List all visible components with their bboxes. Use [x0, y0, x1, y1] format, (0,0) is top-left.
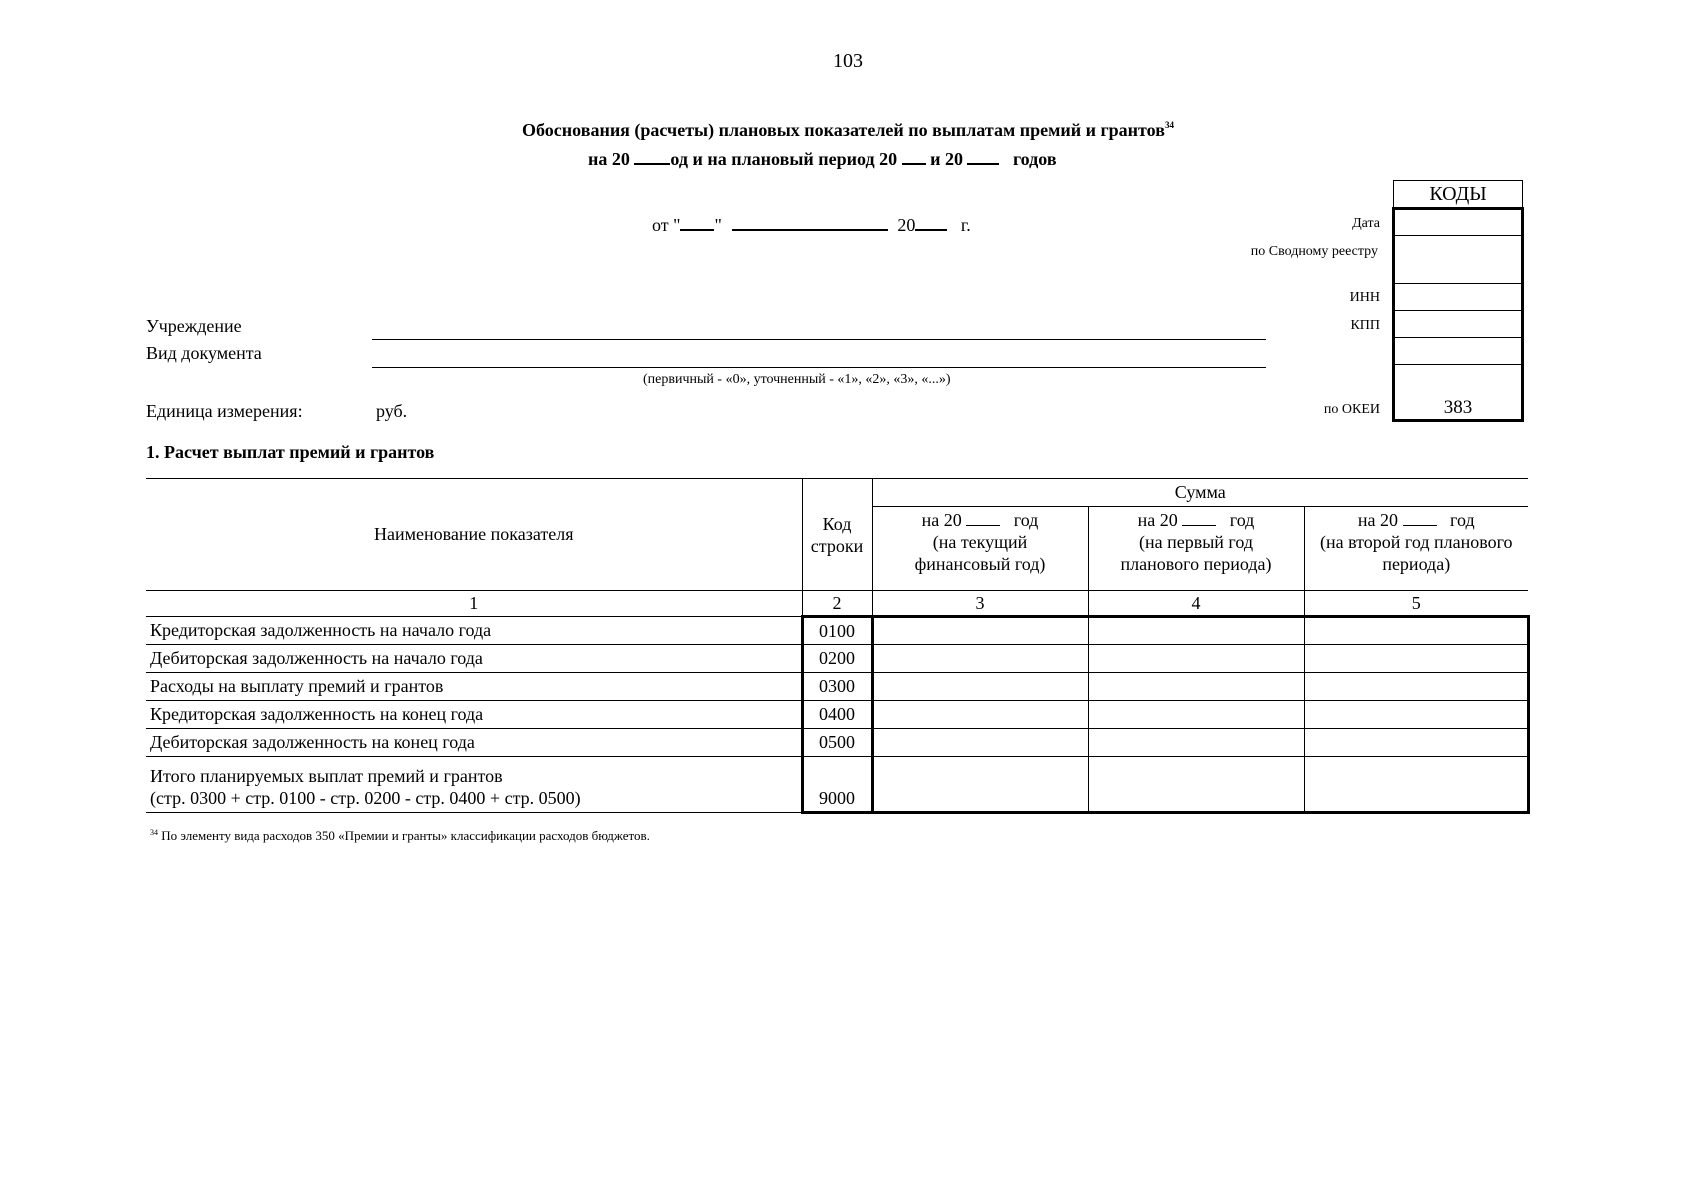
date-month-blank[interactable]	[732, 212, 888, 231]
col-number-3: 3	[872, 591, 1088, 617]
section-title: 1. Расчет выплат премий и грантов	[146, 442, 435, 462]
code-cell-kpp[interactable]	[1394, 311, 1523, 338]
page-number: 103	[833, 50, 863, 72]
doc-type-label: Вид документа	[146, 343, 262, 363]
table-row	[146, 673, 1528, 701]
row-value-current[interactable]	[872, 701, 1088, 729]
row-name: Дебиторская задолженность на конец года	[146, 729, 802, 757]
row-name: Кредиторская задолженность на конец года	[146, 701, 802, 729]
codes-label-inn: ИНН	[1349, 290, 1380, 305]
title-footnote-ref: 34	[1164, 120, 1174, 130]
col-number-4: 4	[1088, 591, 1304, 617]
year-blank-1[interactable]	[634, 146, 670, 165]
title-text: Обоснования (расчеты) плановых показателей по выплатам премий и грантов	[522, 120, 1165, 140]
year-prefix-4: на 20	[1137, 510, 1178, 530]
row-code: 0400	[802, 701, 872, 729]
subtitle-part4: годов	[1012, 149, 1057, 169]
footnote	[150, 828, 650, 844]
total-row-code: 9000	[802, 757, 872, 813]
date-year-prefix: 20	[897, 215, 916, 235]
row-value-first[interactable]	[1088, 645, 1304, 673]
row-name: Кредиторская задолженность на начало года	[146, 617, 802, 645]
footnote-text: По элементу вида расходов 350 «Премии и гранты» классификации расходов бюджетов.	[161, 828, 650, 843]
year-blank-col5[interactable]	[1403, 511, 1437, 526]
date-prefix: от "	[652, 215, 681, 235]
col-number-5: 5	[1304, 591, 1528, 617]
header-sum: Сумма	[872, 479, 1528, 507]
institution-label: Учреждение	[146, 316, 242, 336]
header-code: Код строки	[802, 479, 872, 591]
year-desc-4: (на первый год планового периода)	[1120, 532, 1272, 574]
codes-label-kpp: КПП	[1350, 318, 1380, 333]
year-blank-2[interactable]	[902, 146, 926, 165]
year-desc-5: (на второй год планового периода)	[1319, 532, 1513, 574]
table-row	[146, 617, 1528, 645]
row-value-first[interactable]	[1088, 701, 1304, 729]
header-year-first	[1088, 507, 1304, 591]
year-blank-3[interactable]	[967, 146, 999, 165]
year-blank-col4[interactable]	[1182, 511, 1216, 526]
row-code: 0500	[802, 729, 872, 757]
row-value-current[interactable]	[872, 729, 1088, 757]
total-name-line1: Итого планируемых выплат премий и грантов	[150, 765, 503, 786]
row-value-first[interactable]	[1088, 673, 1304, 701]
code-cell-date[interactable]	[1394, 209, 1523, 236]
row-code: 0200	[802, 645, 872, 673]
document-title	[0, 120, 1696, 141]
date-suffix: г.	[960, 215, 971, 235]
year-suffix-5: год	[1450, 510, 1475, 530]
code-cell-registry[interactable]	[1394, 236, 1523, 284]
year-prefix-3: на 20	[921, 510, 962, 530]
subtitle-part3: и 20	[930, 149, 963, 169]
header-year-second	[1304, 507, 1528, 591]
row-value-second[interactable]	[1304, 617, 1528, 645]
header-year-current	[872, 507, 1088, 591]
table-row	[146, 701, 1528, 729]
unit-value: руб.	[376, 401, 408, 421]
row-value-second[interactable]	[1304, 701, 1528, 729]
total-value-first[interactable]	[1088, 757, 1304, 813]
year-suffix-4: год	[1229, 510, 1255, 530]
table-row-total	[146, 757, 1528, 813]
year-blank-col3[interactable]	[966, 511, 1000, 526]
header-name: Наименование показателя	[146, 479, 802, 591]
code-cell-doc-type[interactable]	[1394, 338, 1523, 365]
row-value-current[interactable]	[872, 673, 1088, 701]
date-year-blank[interactable]	[915, 212, 947, 231]
row-value-current[interactable]	[872, 617, 1088, 645]
code-cell-okei[interactable]: 383	[1394, 365, 1523, 421]
code-cell-inn[interactable]	[1394, 284, 1523, 311]
year-suffix-3: год	[1013, 510, 1039, 530]
unit-label: Единица измерения:	[146, 401, 303, 421]
row-code: 0300	[802, 673, 872, 701]
row-code: 0100	[802, 617, 872, 645]
table-row	[146, 729, 1528, 757]
codes-box	[1392, 180, 1524, 422]
codes-label-date: Дата	[1352, 216, 1380, 231]
date-line	[652, 212, 971, 236]
year-prefix-5: на 20	[1357, 510, 1399, 530]
row-name: Дебиторская задолженность на начало года	[146, 645, 802, 673]
row-value-first[interactable]	[1088, 729, 1304, 757]
subtitle-part1: на 20	[588, 149, 630, 169]
year-desc-3: (на текущий финансовый год)	[914, 532, 1046, 574]
doc-type-line[interactable]	[372, 367, 1266, 368]
row-value-second[interactable]	[1304, 645, 1528, 673]
total-value-second[interactable]	[1304, 757, 1528, 813]
row-value-second[interactable]	[1304, 729, 1528, 757]
codes-label-registry: по Сводному реестру	[1250, 244, 1378, 259]
date-quote-close: "	[714, 215, 722, 235]
footnote-ref: 34	[150, 828, 158, 837]
row-value-second[interactable]	[1304, 673, 1528, 701]
row-value-current[interactable]	[872, 645, 1088, 673]
total-name-line2: (стр. 0300 + стр. 0100 - стр. 0200 - стр. 0400 + стр. 0500)	[150, 787, 581, 808]
codes-label-okei: по ОКЕИ	[1323, 402, 1380, 417]
total-row-name	[146, 757, 802, 813]
row-name: Расходы на выплату премий и грантов	[146, 673, 802, 701]
total-value-current[interactable]	[872, 757, 1088, 813]
codes-header: КОДЫ	[1394, 181, 1523, 209]
row-value-first[interactable]	[1088, 617, 1304, 645]
institution-line[interactable]	[372, 339, 1266, 340]
subtitle-part2: од и на плановый период 20	[670, 149, 898, 169]
table-row	[146, 645, 1528, 673]
col-number-1: 1	[146, 591, 802, 617]
calculation-table	[146, 478, 1530, 814]
col-number-2: 2	[802, 591, 872, 617]
doc-type-hint: (первичный - «0», уточненный - «1», «2», «3», «...»)	[643, 372, 951, 387]
document-subtitle	[588, 146, 1057, 170]
date-day-blank[interactable]	[680, 212, 714, 231]
